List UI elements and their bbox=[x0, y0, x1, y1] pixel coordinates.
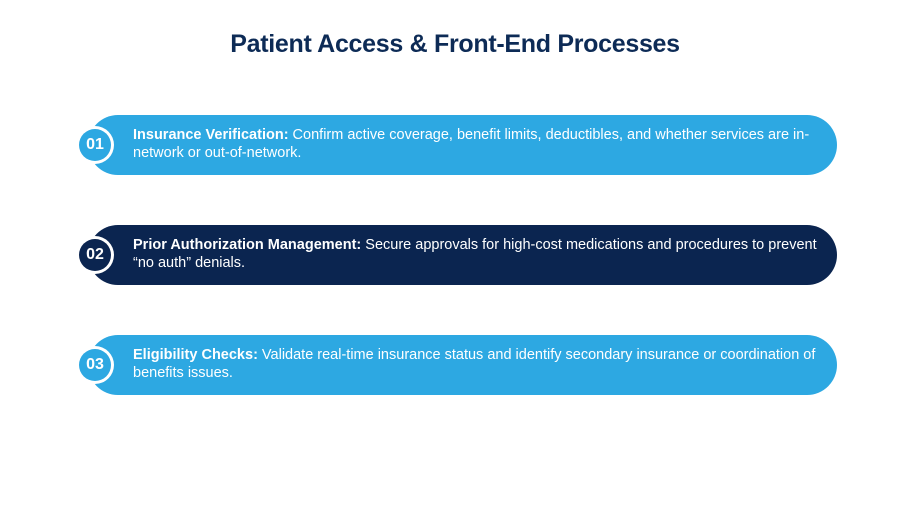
step-number-badge bbox=[76, 236, 114, 274]
step-heading: Prior Authorization Management: bbox=[133, 237, 362, 253]
step-description: Confirm active coverage, benefit limits, deductibles, and whether services are in-network or out-of-network. bbox=[133, 127, 810, 161]
step-card bbox=[88, 225, 837, 285]
process-step bbox=[76, 335, 838, 395]
step-card bbox=[88, 335, 837, 395]
step-card bbox=[88, 115, 837, 175]
step-heading: Eligibility Checks: bbox=[133, 347, 258, 363]
step-description: Secure approvals for high-cost medications and procedures to prevent “no auth” denials. bbox=[133, 237, 817, 271]
step-heading: Insurance Verification: bbox=[133, 127, 289, 143]
step-number-badge bbox=[76, 346, 114, 384]
step-number: 03 bbox=[79, 349, 111, 381]
step-number: 01 bbox=[79, 129, 111, 161]
step-number-badge bbox=[76, 126, 114, 164]
step-number: 02 bbox=[79, 239, 111, 271]
process-step bbox=[76, 115, 838, 175]
page-title: Patient Access & Front-End Processes bbox=[230, 30, 680, 58]
process-step bbox=[76, 225, 838, 285]
step-description: Validate real-time insurance status and identify secondary insurance or coordination of benefits issues. bbox=[133, 347, 816, 381]
